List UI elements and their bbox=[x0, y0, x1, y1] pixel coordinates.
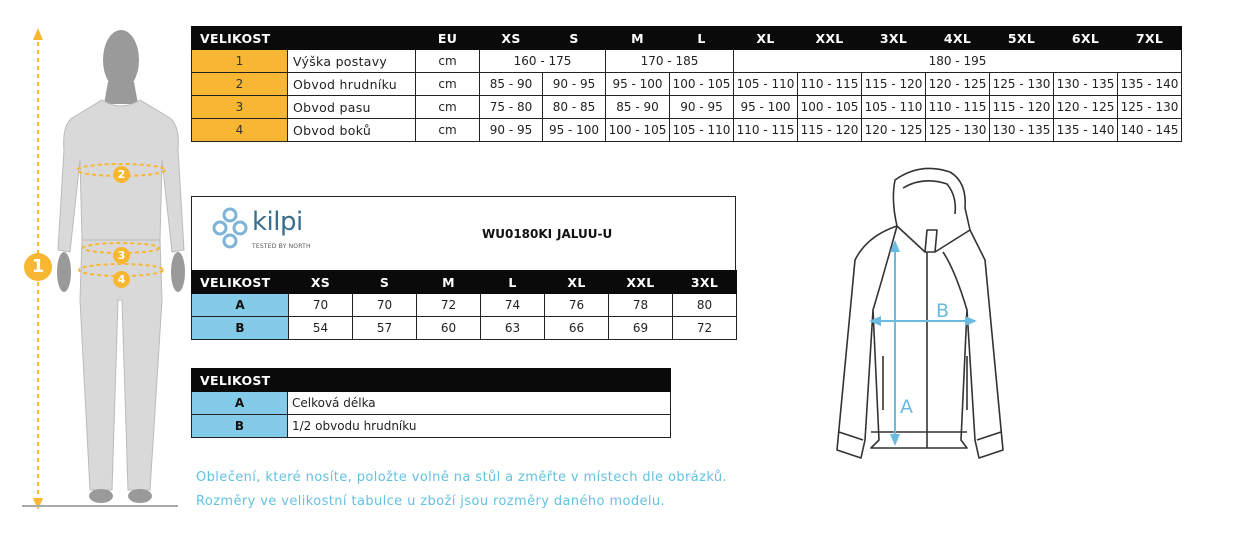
header-size: L bbox=[481, 271, 545, 294]
row-unit: cm bbox=[416, 119, 480, 142]
cell: 90 - 95 bbox=[543, 73, 606, 96]
cell: 105 - 110 bbox=[862, 96, 926, 119]
cell: 69 bbox=[609, 317, 673, 340]
cell: 66 bbox=[545, 317, 609, 340]
header-eu: EU bbox=[416, 27, 480, 50]
cell: 160 - 175 bbox=[480, 50, 606, 73]
cell: 57 bbox=[353, 317, 417, 340]
header-size: 6XL bbox=[1054, 27, 1118, 50]
product-header bbox=[191, 196, 736, 270]
legend-table bbox=[191, 368, 671, 438]
cell: 63 bbox=[481, 317, 545, 340]
header-size: S bbox=[543, 27, 606, 50]
row-unit: cm bbox=[416, 50, 480, 73]
note-line-1: Oblečení, které nosíte, položte volně na stůl a změřte v místech dle obrázků. bbox=[196, 470, 728, 485]
size-table-header bbox=[192, 27, 1182, 50]
cell: 90 - 95 bbox=[480, 119, 543, 142]
jacket-label-b: B bbox=[936, 300, 950, 322]
header-size: XL bbox=[545, 271, 609, 294]
table-row bbox=[192, 317, 737, 340]
brand-tagline: TESTED BY NORTH bbox=[252, 243, 311, 250]
legend-header bbox=[192, 369, 671, 392]
marker-2: 2 bbox=[113, 166, 130, 183]
cell: 115 - 120 bbox=[990, 96, 1054, 119]
header-velikost: VELIKOST bbox=[192, 369, 671, 392]
cell: 72 bbox=[417, 294, 481, 317]
cell: 110 - 115 bbox=[926, 96, 990, 119]
table-row bbox=[192, 96, 1182, 119]
cell: 135 - 140 bbox=[1054, 119, 1118, 142]
header-size: M bbox=[606, 27, 670, 50]
table-row bbox=[192, 392, 671, 415]
kilpi-logo-icon bbox=[210, 205, 250, 251]
cell: 130 - 135 bbox=[990, 119, 1054, 142]
cell: 95 - 100 bbox=[734, 96, 798, 119]
cell: 100 - 105 bbox=[670, 73, 734, 96]
cell: 75 - 80 bbox=[480, 96, 543, 119]
cell: 105 - 110 bbox=[734, 73, 798, 96]
cell: 54 bbox=[289, 317, 353, 340]
header-size: M bbox=[417, 271, 481, 294]
header-velikost: VELIKOST bbox=[192, 271, 289, 294]
cell: 80 - 85 bbox=[543, 96, 606, 119]
cell: 85 - 90 bbox=[480, 73, 543, 96]
cell: 80 bbox=[673, 294, 737, 317]
header-size: 3XL bbox=[862, 27, 926, 50]
cell: 95 - 100 bbox=[606, 73, 670, 96]
header-size: XS bbox=[480, 27, 543, 50]
row-label: B bbox=[192, 415, 288, 438]
cell: 74 bbox=[481, 294, 545, 317]
row-unit: cm bbox=[416, 96, 480, 119]
header-size: XL bbox=[734, 27, 798, 50]
cell: 170 - 185 bbox=[606, 50, 734, 73]
cell: 125 - 130 bbox=[926, 119, 990, 142]
row-label: B bbox=[192, 317, 289, 340]
cell: 180 - 195 bbox=[734, 50, 1182, 73]
row-description: 1/2 obvodu hrudníku bbox=[288, 415, 671, 438]
table-row bbox=[192, 294, 737, 317]
cell: 70 bbox=[353, 294, 417, 317]
header-size: 3XL bbox=[673, 271, 737, 294]
table-row bbox=[192, 50, 1182, 73]
row-label: Obvod hrudníku bbox=[288, 73, 416, 96]
row-label: Výška postavy bbox=[288, 50, 416, 73]
header-size: L bbox=[670, 27, 734, 50]
table-row bbox=[192, 73, 1182, 96]
header-size: XXL bbox=[609, 271, 673, 294]
jacket-figure bbox=[825, 160, 1015, 475]
marker-1: 1 bbox=[24, 253, 52, 281]
row-number: 1 bbox=[192, 50, 288, 73]
row-label: A bbox=[192, 294, 289, 317]
row-label: Obvod boků bbox=[288, 119, 416, 142]
note-line-2: Rozměry ve velikostní tabulce u zboží jsou rozměry daného modelu. bbox=[196, 494, 666, 509]
cell: 120 - 125 bbox=[862, 119, 926, 142]
row-number: 4 bbox=[192, 119, 288, 142]
cell: 76 bbox=[545, 294, 609, 317]
row-number: 2 bbox=[192, 73, 288, 96]
row-number: 3 bbox=[192, 96, 288, 119]
size-table bbox=[191, 26, 1182, 142]
cell: 70 bbox=[289, 294, 353, 317]
header-size: 7XL bbox=[1118, 27, 1182, 50]
cell: 115 - 120 bbox=[862, 73, 926, 96]
cell: 140 - 145 bbox=[1118, 119, 1182, 142]
header-size: XXL bbox=[798, 27, 862, 50]
cell: 95 - 100 bbox=[543, 119, 606, 142]
product-name: JALUU-U bbox=[557, 227, 613, 241]
header-size: S bbox=[353, 271, 417, 294]
header-size: 4XL bbox=[926, 27, 990, 50]
header-velikost: VELIKOST bbox=[192, 27, 416, 50]
marker-4: 4 bbox=[113, 271, 130, 288]
cell: 110 - 115 bbox=[734, 119, 798, 142]
row-description: Celková délka bbox=[288, 392, 671, 415]
cell: 120 - 125 bbox=[926, 73, 990, 96]
cell: 135 - 140 bbox=[1118, 73, 1182, 96]
cell: 85 - 90 bbox=[606, 96, 670, 119]
cell: 125 - 130 bbox=[990, 73, 1054, 96]
cell: 105 - 110 bbox=[670, 119, 734, 142]
cell: 100 - 105 bbox=[606, 119, 670, 142]
row-label: Obvod pasu bbox=[288, 96, 416, 119]
product-code: WU0180KI bbox=[482, 227, 553, 241]
jacket-label-a: A bbox=[900, 396, 913, 418]
product-table-header bbox=[192, 271, 737, 294]
header-size: 5XL bbox=[990, 27, 1054, 50]
cell: 100 - 105 bbox=[798, 96, 862, 119]
brand-name: kilpi bbox=[252, 207, 303, 237]
cell: 125 - 130 bbox=[1118, 96, 1182, 119]
cell: 120 - 125 bbox=[1054, 96, 1118, 119]
cell: 110 - 115 bbox=[798, 73, 862, 96]
product-table bbox=[191, 270, 737, 340]
cell: 115 - 120 bbox=[798, 119, 862, 142]
cell: 72 bbox=[673, 317, 737, 340]
row-label: A bbox=[192, 392, 288, 415]
marker-3: 3 bbox=[113, 247, 130, 264]
table-row bbox=[192, 119, 1182, 142]
cell: 60 bbox=[417, 317, 481, 340]
cell: 78 bbox=[609, 294, 673, 317]
header-size: XS bbox=[289, 271, 353, 294]
table-row bbox=[192, 415, 671, 438]
cell: 130 - 135 bbox=[1054, 73, 1118, 96]
cell: 90 - 95 bbox=[670, 96, 734, 119]
row-unit: cm bbox=[416, 73, 480, 96]
